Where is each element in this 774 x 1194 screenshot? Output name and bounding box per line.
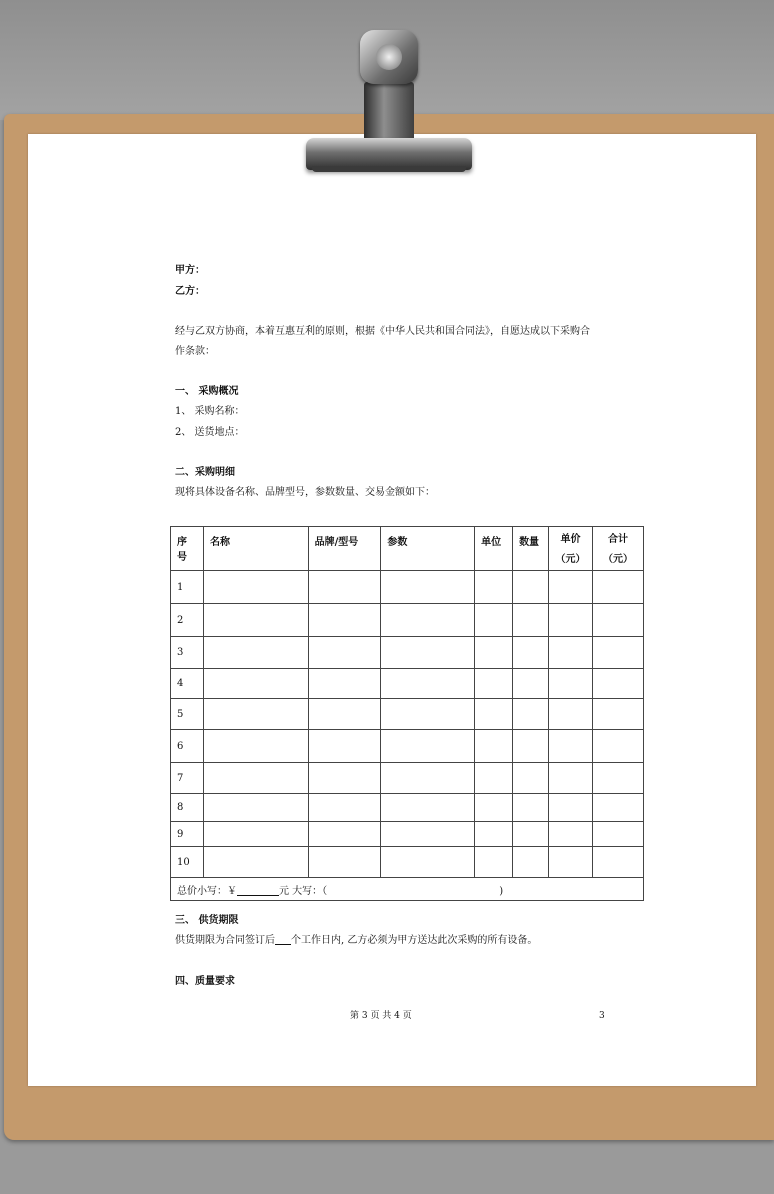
header-name: 名称 [203,527,308,571]
total-uppercase-label: 元 大写：（ [279,885,328,897]
table-row [171,637,644,669]
table-row [171,730,644,763]
header-unit-price [549,527,593,571]
delivery-location-item: 2、 送货地点： [175,427,245,438]
header-unit-price-label: 单价 [560,534,581,545]
table-row [171,669,644,699]
section3-title: 三、 供货期限 [175,915,239,926]
table-row [171,604,644,637]
page-footer-info: 第 3 页 共 4 页 [350,1011,412,1021]
clip-edge [312,166,466,172]
table-row [171,571,644,604]
clipboard [4,114,774,1140]
row-seq: 1 [171,571,204,604]
total-row [171,878,644,901]
total-close-paren: ) [499,885,504,897]
table-row [171,763,644,794]
header-total [592,527,643,571]
row-seq: 7 [171,763,204,794]
page-number: 3 [599,1011,605,1021]
header-unit: 单位 [475,527,513,571]
header-quantity: 数量 [513,527,549,571]
clip-neck [364,82,414,144]
table-row [171,794,644,822]
section2-title: 二、采购明细 [175,467,235,478]
header-seq: 序号 [171,527,204,571]
days-blank [275,934,291,945]
binder-clip [292,24,482,179]
row-seq: 6 [171,730,204,763]
intro-text-line1: 经与乙双方协商，本着互惠互利的原则，根据《中华人民共和国合同法》，自愿达成以下采购合 [175,326,590,337]
row-seq: 9 [171,822,204,847]
header-unit-price-unit: （元） [555,554,586,565]
header-total-label: 合计 [607,534,628,545]
purchase-name-item: 1、 采购名称： [175,406,245,417]
row-seq: 8 [171,794,204,822]
total-lowercase-label: 总价小写：￥ [177,885,237,897]
header-brand-model: 品牌/型号 [308,527,381,571]
section3-text [175,934,537,948]
table-row [171,699,644,730]
section4-title: 四、质量要求 [175,976,235,987]
clip-ring [360,30,418,84]
table-row [171,847,644,878]
section2-description: 现将具体设备名称、品牌型号，参数数量、交易金额如下： [175,487,435,498]
party-a-label: 甲方： [175,265,205,276]
section3-text-after: 个工作日内, 乙方必须为甲方送达此次采购的所有设备。 [291,935,538,946]
section3-text-before: 供货期限为合同签订后 [175,935,275,946]
amount-blank [237,885,279,896]
party-b-label: 乙方： [175,286,205,297]
row-seq: 4 [171,669,204,699]
total-price-cell [171,878,644,901]
intro-text-line2: 作条款： [175,346,215,357]
table-row [171,822,644,847]
header-total-unit: （元） [602,554,633,565]
table-header-row [171,527,644,571]
purchase-detail-table [170,526,644,901]
row-seq: 2 [171,604,204,637]
row-seq: 3 [171,637,204,669]
section1-title: 一、 采购概况 [175,386,239,397]
header-params: 参数 [381,527,475,571]
document-page [28,134,756,1086]
row-seq: 10 [171,847,204,878]
row-seq: 5 [171,699,204,730]
